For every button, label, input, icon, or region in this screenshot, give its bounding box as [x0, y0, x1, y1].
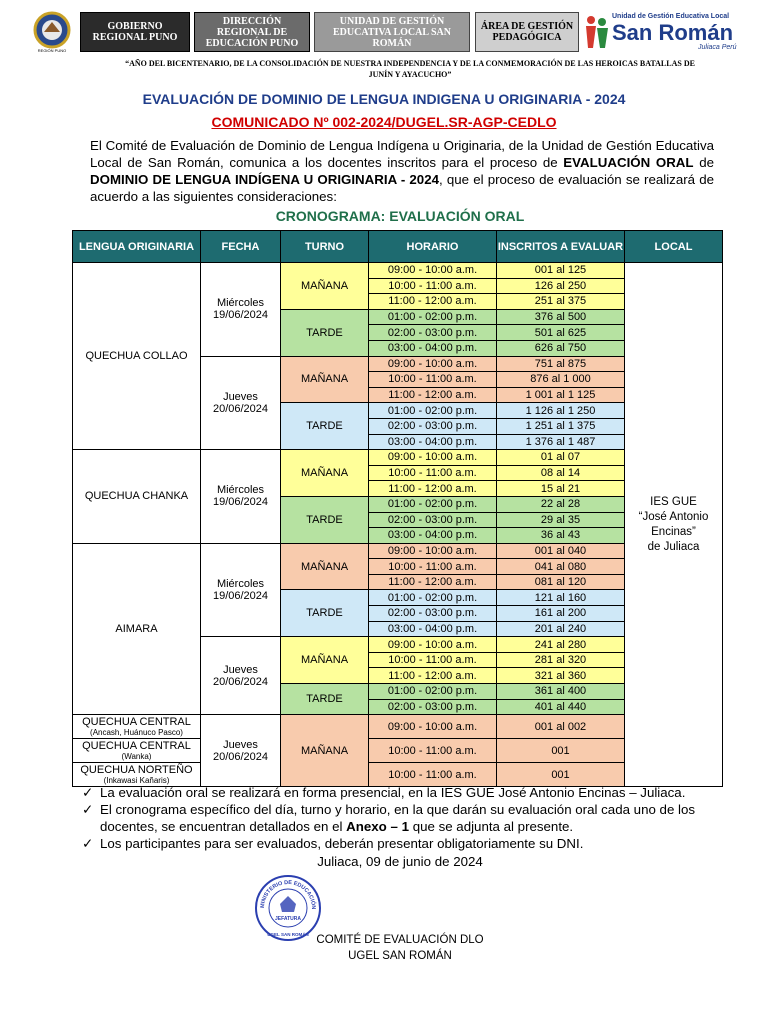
- inscritos-cell: 876 al 1 000: [497, 372, 625, 388]
- inscritos-cell: 001: [497, 763, 625, 787]
- fecha-date: 19/06/2024: [212, 309, 269, 322]
- local-line: “José Antonio: [638, 510, 709, 523]
- inscritos-cell: 626 al 750: [497, 340, 625, 356]
- fecha-date: 20/06/2024: [212, 750, 269, 763]
- inscritos-cell: 1 001 al 1 125: [497, 387, 625, 403]
- inscritos-cell: 001 al 002: [497, 715, 625, 739]
- horario-cell: 03:00 - 04:00 p.m.: [369, 340, 497, 356]
- inscritos-cell: 501 al 625: [497, 325, 625, 341]
- horario-cell: 02:00 - 03:00 p.m.: [369, 699, 497, 715]
- inscritos-cell: 29 al 35: [497, 512, 625, 528]
- inscritos-cell: 251 al 375: [497, 294, 625, 310]
- inscritos-cell: 281 al 320: [497, 652, 625, 668]
- horario-cell: 11:00 - 12:00 a.m.: [369, 574, 497, 590]
- inscritos-cell: 01 al 07: [497, 450, 625, 466]
- horario-cell: 10:00 - 11:00 a.m.: [369, 763, 497, 787]
- inscritos-cell: 1 376 al 1 487: [497, 434, 625, 450]
- horario-cell: 09:00 - 10:00 a.m.: [369, 715, 497, 739]
- schedule-table: [72, 230, 723, 787]
- horario-cell: 09:00 - 10:00 a.m.: [369, 356, 497, 372]
- horario-cell: 09:00 - 10:00 a.m.: [369, 637, 497, 653]
- horario-cell: 03:00 - 04:00 p.m.: [369, 621, 497, 637]
- turno-tarde: TARDE: [281, 309, 369, 356]
- horario-cell: 01:00 - 02:00 p.m.: [369, 309, 497, 325]
- turno-manana: MAÑANA: [281, 263, 369, 310]
- year-motto: “AÑO DEL BICENTENARIO, DE LA CONSOLIDACIÓN DE NUESTRA INDEPENDENCIA Y DE LA CONMEMORACIÓN DE LAS HEROICAS BATALLAS DE JUNÍN Y AYACUCHO”: [125, 59, 695, 79]
- header-box-gobierno: GOBIERNO REGIONAL PUNO: [80, 12, 190, 52]
- lengua-region: (Ancash, Huánuco Pasco): [90, 728, 183, 738]
- fecha-date: 20/06/2024: [212, 675, 269, 688]
- inscritos-cell: 001: [497, 739, 625, 763]
- inscritos-cell: 321 al 360: [497, 668, 625, 684]
- horario-cell: 02:00 - 03:00 p.m.: [369, 418, 497, 434]
- bullet-text: La evaluación oral se realizará en forma presencial, en la IES GUE José Antonio Encinas – Juliaca.: [100, 785, 686, 800]
- ugel-logo-main: San Román: [612, 20, 734, 45]
- horario-cell: 03:00 - 04:00 p.m.: [369, 528, 497, 544]
- horario-cell: 10:00 - 11:00 a.m.: [369, 278, 497, 294]
- official-stamp: [254, 874, 322, 942]
- inscritos-cell: 121 al 160: [497, 590, 625, 606]
- header-box-area: ÁREA DE GESTIÓN PEDAGÓGICA: [475, 12, 579, 52]
- fecha-day: Miércoles: [216, 297, 265, 310]
- fecha-cell: [201, 543, 281, 637]
- horario-cell: 09:00 - 10:00 a.m.: [369, 263, 497, 279]
- inscritos-cell: 126 al 250: [497, 278, 625, 294]
- inscritos-cell: 401 al 440: [497, 699, 625, 715]
- lengua-quechua-chanka: QUECHUA CHANKA: [73, 450, 201, 544]
- fecha-date: 19/06/2024: [212, 496, 269, 509]
- local-line: IES GUE: [650, 495, 697, 508]
- inscritos-cell: 376 al 500: [497, 309, 625, 325]
- ugel-logo-sub: Juliaca Perú: [698, 44, 737, 51]
- fecha-cell: [201, 450, 281, 544]
- comunicado-number: COMUNICADO Nº 002-2024/DUGEL.SR-AGP-CEDLO: [211, 114, 557, 130]
- turno-tarde: TARDE: [281, 684, 369, 715]
- table-row: [73, 263, 723, 279]
- fecha-date: 19/06/2024: [212, 589, 269, 602]
- horario-cell: 11:00 - 12:00 a.m.: [369, 294, 497, 310]
- list-item: [80, 784, 720, 801]
- inscritos-cell: 751 al 875: [497, 356, 625, 372]
- stamp-bottom-text: UGEL SAN ROMÁN: [267, 932, 309, 937]
- table-header-row: [73, 231, 723, 263]
- horario-cell: 02:00 - 03:00 p.m.: [369, 512, 497, 528]
- horario-cell: 03:00 - 04:00 p.m.: [369, 434, 497, 450]
- horario-cell: 01:00 - 02:00 p.m.: [369, 684, 497, 700]
- fecha-day: Miércoles: [216, 577, 265, 590]
- turno-manana: MAÑANA: [281, 715, 369, 787]
- col-fecha: FECHA: [201, 231, 281, 263]
- horario-cell: 01:00 - 02:00 p.m.: [369, 403, 497, 419]
- inscritos-cell: 041 al 080: [497, 559, 625, 575]
- considerations-list: [80, 784, 720, 852]
- bullet-text: El cronograma específico del día, turno y horario, en la que darán su evaluación oral cada uno de los docentes, se encuentran detallados en el: [100, 802, 696, 834]
- bullet-text: Los participantes para ser evaluados, deberán presentar obligatoriamente su DNI.: [100, 836, 584, 851]
- horario-cell: 10:00 - 11:00 a.m.: [369, 372, 497, 388]
- lengua-quechua-central-wanka: [73, 739, 201, 763]
- horario-cell: 11:00 - 12:00 a.m.: [369, 387, 497, 403]
- page-title: EVALUACIÓN DE DOMINIO DE LENGUA INDIGENA U ORIGINARIA - 2024: [142, 91, 626, 107]
- issue-date: Juliaca, 09 de junio de 2024: [317, 854, 483, 869]
- inscritos-cell: 1 126 al 1 250: [497, 403, 625, 419]
- inscritos-cell: 1 251 al 1 375: [497, 418, 625, 434]
- inscritos-cell: 15 al 21: [497, 481, 625, 497]
- col-inscritos: INSCRITOS A EVALUAR: [497, 231, 625, 263]
- col-local: LOCAL: [625, 231, 723, 263]
- turno-manana: MAÑANA: [281, 543, 369, 590]
- fecha-day: Jueves: [223, 663, 258, 676]
- fecha-date: 20/06/2024: [212, 402, 269, 415]
- horario-cell: 09:00 - 10:00 a.m.: [369, 450, 497, 466]
- checkmark-icon: ✓: [82, 802, 94, 817]
- fecha-day: Jueves: [223, 738, 258, 751]
- horario-cell: 11:00 - 12:00 a.m.: [369, 481, 497, 497]
- horario-cell: 09:00 - 10:00 a.m.: [369, 543, 497, 559]
- inscritos-cell: 08 al 14: [497, 465, 625, 481]
- inscritos-cell: 001 al 125: [497, 263, 625, 279]
- stamp-ring-text: MINISTERIO DE EDUCACIÓN: [259, 879, 317, 910]
- header-box-ugel: UNIDAD DE GESTIÓN EDUCATIVA LOCAL SAN ROMÁN: [314, 12, 470, 52]
- fecha-cell: [201, 715, 281, 787]
- col-turno: TURNO: [281, 231, 369, 263]
- horario-cell: 10:00 - 11:00 a.m.: [369, 465, 497, 481]
- horario-cell: 10:00 - 11:00 a.m.: [369, 739, 497, 763]
- lengua-name: QUECHUA CENTRAL: [82, 716, 191, 729]
- ugel-logo: [582, 12, 742, 54]
- checkmark-icon: ✓: [82, 836, 94, 851]
- fecha-cell: [201, 637, 281, 715]
- lengua-name: QUECHUA CENTRAL: [82, 740, 191, 753]
- header-box-direccion: DIRECCIÓN REGIONAL DE EDUCACIÓN PUNO: [194, 12, 310, 52]
- intro-text-1: El Comité de Evaluación de Dominio de Lengua Indígena u Originaria, de la Unidad de Gestión Educativa Local de San Román, comunica a los docentes inscritos para el proceso de: [90, 138, 714, 170]
- lengua-quechua-collao: QUECHUA COLLAO: [73, 263, 201, 450]
- logo-caption: REGIÓN PUNO: [37, 48, 67, 53]
- col-lengua: LENGUA ORIGINARIA: [73, 231, 201, 263]
- local-line: Encinas”: [651, 525, 696, 538]
- bullet-bold: Anexo – 1: [346, 819, 409, 834]
- intro-bold-1: EVALUACIÓN ORAL: [563, 155, 694, 170]
- inscritos-cell: 081 al 120: [497, 574, 625, 590]
- stamp-center-text: JEFATURA: [274, 916, 302, 922]
- lengua-quechua-central-ancash: [73, 715, 201, 739]
- turno-manana: MAÑANA: [281, 450, 369, 497]
- local-line: de Juliaca: [647, 540, 700, 553]
- fecha-cell: [201, 263, 281, 357]
- ugel-logo-top: Unidad de Gestión Educativa Local: [612, 13, 730, 20]
- intro-bold-2: DOMINIO DE LENGUA INDÍGENA U ORIGINARIA - 2024: [90, 172, 439, 187]
- horario-cell: 11:00 - 12:00 a.m.: [369, 668, 497, 684]
- inscritos-cell: 001 al 040: [497, 543, 625, 559]
- inscritos-cell: 241 al 280: [497, 637, 625, 653]
- turno-manana: MAÑANA: [281, 637, 369, 684]
- cronograma-title: CRONOGRAMA: EVALUACIÓN ORAL: [275, 208, 525, 224]
- inscritos-cell: 361 al 400: [497, 684, 625, 700]
- turno-tarde: TARDE: [281, 403, 369, 450]
- horario-cell: 01:00 - 02:00 p.m.: [369, 496, 497, 512]
- col-horario: HORARIO: [369, 231, 497, 263]
- turno-tarde: TARDE: [281, 590, 369, 637]
- signature-committee: COMITÉ DE EVALUACIÓN DLO: [316, 934, 484, 946]
- turno-manana: MAÑANA: [281, 356, 369, 403]
- regional-logo: [30, 10, 74, 54]
- lengua-region: (Wanka): [121, 752, 152, 762]
- fecha-day: Jueves: [223, 390, 258, 403]
- fecha-cell: [201, 356, 281, 450]
- lengua-name: QUECHUA NORTEÑO: [80, 764, 193, 777]
- list-item: [80, 835, 720, 852]
- horario-cell: 01:00 - 02:00 p.m.: [369, 590, 497, 606]
- inscritos-cell: 22 al 28: [497, 496, 625, 512]
- lengua-region: (Inkawasi Kañaris): [103, 776, 170, 786]
- signature-ugel: UGEL SAN ROMÁN: [348, 950, 452, 962]
- horario-cell: 02:00 - 03:00 p.m.: [369, 606, 497, 622]
- inscritos-cell: 201 al 240: [497, 621, 625, 637]
- local-cell: [625, 263, 723, 787]
- bullet-text: que se adjunta al presente.: [409, 819, 574, 834]
- inscritos-cell: 36 al 43: [497, 528, 625, 544]
- checkmark-icon: ✓: [82, 785, 94, 800]
- turno-tarde: TARDE: [281, 496, 369, 543]
- fecha-day: Miércoles: [216, 484, 265, 497]
- horario-cell: 10:00 - 11:00 a.m.: [369, 559, 497, 575]
- intro-text-3: , que el proceso de evaluación se realizará de acuerdo a las siguientes consideraciones:: [90, 172, 714, 204]
- intro-paragraph: [90, 137, 714, 205]
- inscritos-cell: 161 al 200: [497, 606, 625, 622]
- horario-cell: 10:00 - 11:00 a.m.: [369, 652, 497, 668]
- intro-text-2: de: [693, 155, 714, 170]
- horario-cell: 02:00 - 03:00 p.m.: [369, 325, 497, 341]
- list-item: [80, 801, 720, 835]
- lengua-aimara: AIMARA: [73, 543, 201, 715]
